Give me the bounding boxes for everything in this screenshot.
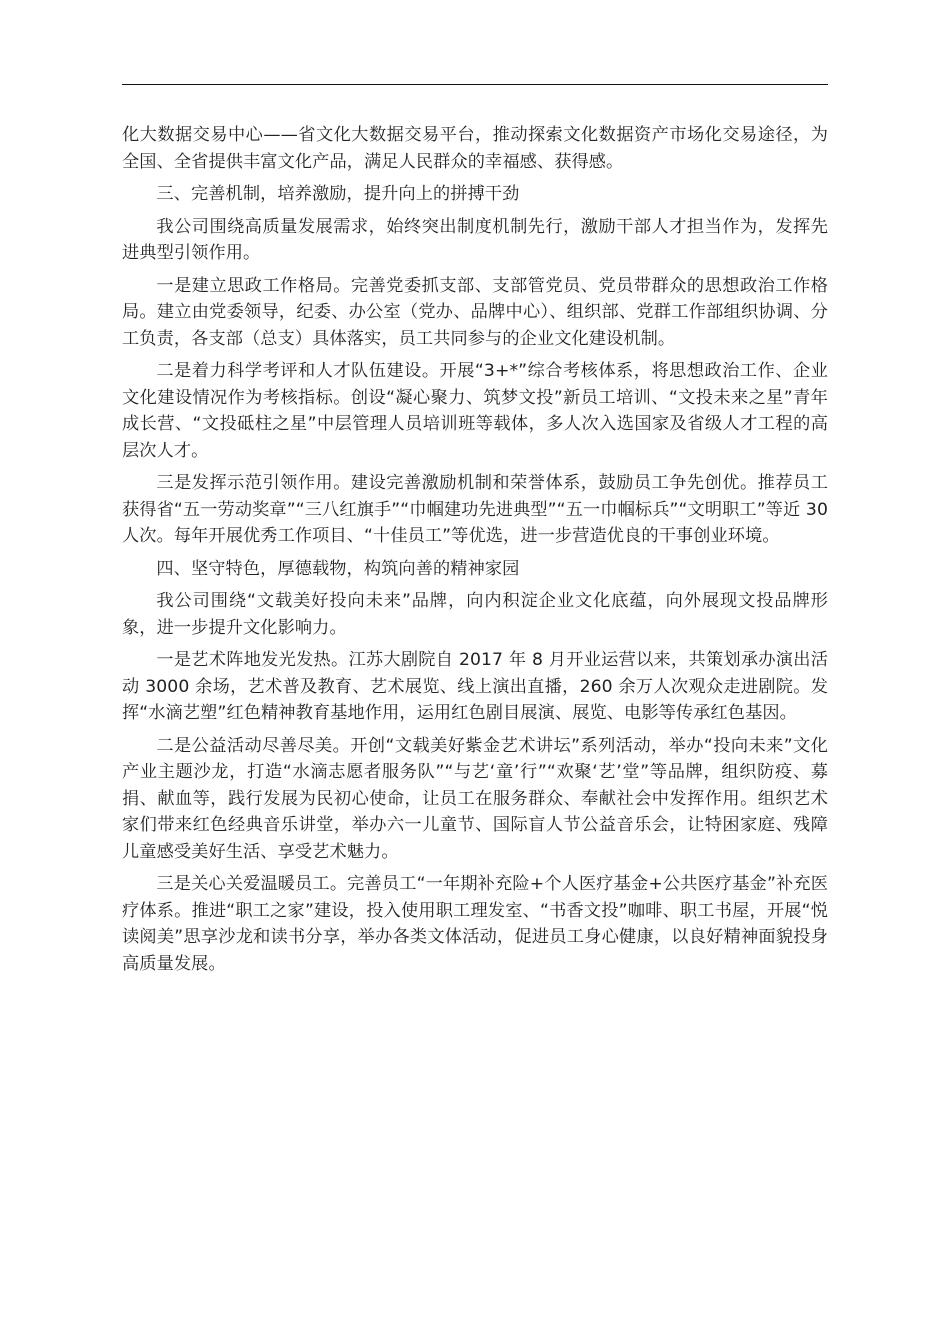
section-heading-3: 三、完善机制，培养激励，提升向上的拼搏干劲 bbox=[156, 184, 520, 204]
paragraph: 我公司围绕高质量发展需求，始终突出制度机制先行，激励干部人才担当作为，发挥先进典型引领作用。 bbox=[122, 216, 828, 263]
paragraph: 三是发挥示范引领作用。建设完善激励机制和荣誉体系，鼓励员工争先创优。推荐员工获得省“五一劳动奖章”“三八红旗手”“巾帼建功先进典型”“五一巾帼标兵”“文明职工”等近 30 人次。每年开展优秀工作项目、“十佳员工”等优选，进一步营造优良的干事创业环境。 bbox=[122, 473, 828, 546]
header-divider bbox=[122, 84, 828, 85]
paragraph: 三是关心关爱温暖员工。完善员工“一年期补充险+个人医疗基金+公共医疗基金”补充医疗体系。推进“职工之家”建设，投入使用职工理发室、“书香文投”咖啡、职工书屋，开展“悦读阅美”思享沙龙和读书分享，举办各类文体活动，促进员工身心健康，以良好精神面貌投身高质量发展。 bbox=[122, 874, 828, 974]
document-body bbox=[122, 122, 828, 983]
paragraph: 一是建立思政工作格局。完善党委抓支部、支部管党员、党员带群众的思想政治工作格局。建立由党委领导，纪委、办公室（党办、品牌中心）、组织部、党群工作部组织协调、分工负责，各支部（总支）具体落实，员工共同参与的企业文化建设机制。 bbox=[122, 275, 828, 349]
paragraph-continuation: 化大数据交易中心——省文化大数据交易平台，推动探索文化数据资产市场化交易途径，为全国、全省提供丰富文化产品，满足人民群众的幸福感、获得感。 bbox=[122, 125, 828, 172]
section-heading-4: 四、坚守特色，厚德载物，构筑向善的精神家园 bbox=[156, 558, 520, 579]
paragraph: 二是着力科学考评和人才队伍建设。开展“3+*”综合考核体系，将思想政治工作、企业文化建设情况作为考核指标。创设“凝心聚力、筑梦文投”新员工培训、“文投未来之星”青年成长营、“文投砥柱之星”中层管理人员培训班等载体，多人次入选国家及省级人才工程的高层次人才。 bbox=[122, 361, 828, 461]
paragraph: 一是艺术阵地发光发热。江苏大剧院自 2017 年 8 月开业运营以来，共策划承办演出活动 3000 余场，艺术普及教育、艺术展览、线上演出直播，260 余万人次观众走进剧院。发挥“水滴艺塑”红色精神教育基地作用，运用红色剧目展演、展览、电影等传承红色基因。 bbox=[122, 650, 828, 723]
paragraph: 我公司围绕“文载美好投向未来”品牌，向内积淀企业文化底蕴，向外展现文投品牌形象，进一步提升文化影响力。 bbox=[122, 591, 828, 638]
paragraph: 二是公益活动尽善尽美。开创“文载美好紫金艺术讲坛”系列活动，举办“投向未来”文化产业主题沙龙，打造“水滴志愿者服务队”“与艺‘童’行”“欢聚‘艺’堂”等品牌，组织防疫、募捐、献血等，践行发展为民初心使命，让员工在服务群众、奉献社会中发挥作用。组织艺术家们带来红色经典音乐讲堂，举办六一儿童节、国际盲人节公益音乐会，让特困家庭、残障儿童感受美好生活、享受艺术魅力。 bbox=[122, 735, 828, 862]
